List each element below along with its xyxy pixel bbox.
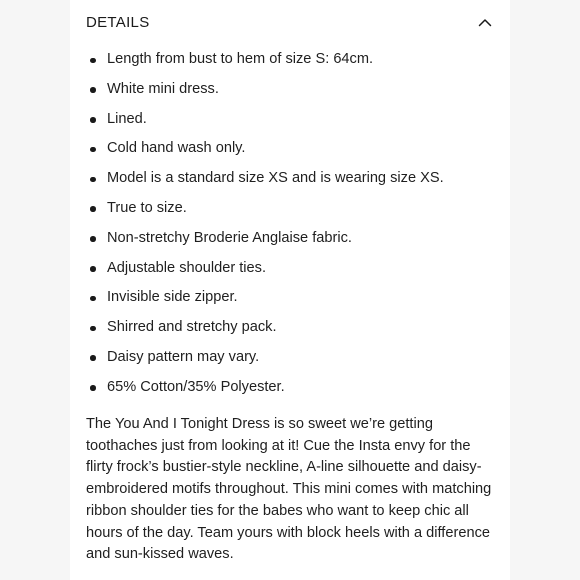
- list-item-text: Invisible side zipper.: [107, 289, 238, 306]
- list-item-text: White mini dress.: [107, 80, 219, 97]
- list-item-text: Lined.: [107, 110, 147, 127]
- list-item: [86, 164, 496, 194]
- list-item: [86, 343, 496, 373]
- bullet-icon: [90, 266, 96, 272]
- list-item: [86, 224, 496, 254]
- bullet-icon: [90, 206, 96, 212]
- list-item-text: Non-stretchy Broderie Anglaise fabric.: [107, 229, 352, 246]
- product-description: The You And I Tonight Dress is so sweet we’re getting toothaches just from looking at it! Cue the Insta envy for the flirty frock’s bustier-style neckline, A-line silhouette and daisy-embroidered motifs throughout. This mini comes with matching ribbon shoulder ties for the babes who want to keep chic all hours of the day. Team yours with block heels with a difference and sun-kissed waves.: [86, 416, 492, 563]
- list-item-text: Adjustable shoulder ties.: [107, 259, 267, 276]
- bullet-icon: [90, 117, 96, 123]
- bullet-icon: [90, 355, 96, 361]
- bullet-icon: [90, 236, 96, 242]
- list-item: [86, 283, 496, 313]
- list-item-text: Cold hand wash only.: [107, 140, 246, 157]
- details-panel: [70, 0, 510, 580]
- details-list: [86, 45, 496, 403]
- list-item: [86, 75, 496, 105]
- list-item-text: True to size.: [107, 199, 187, 216]
- details-title: DETAILS: [86, 13, 150, 31]
- bullet-icon: [90, 147, 96, 153]
- chevron-up-icon[interactable]: [478, 15, 492, 29]
- list-item: [86, 373, 496, 403]
- list-item: [86, 254, 496, 284]
- bullet-icon: [90, 385, 96, 391]
- bullet-icon: [90, 177, 96, 183]
- list-item-text: Shirred and stretchy pack.: [107, 319, 277, 336]
- bullet-icon: [90, 87, 96, 93]
- details-accordion-header[interactable]: [86, 9, 492, 35]
- list-item-text: Daisy pattern may vary.: [107, 348, 260, 365]
- bullet-icon: [90, 326, 96, 332]
- bullet-icon: [90, 58, 96, 64]
- bullet-icon: [90, 296, 96, 302]
- list-item: [86, 45, 496, 75]
- list-item-text: Length from bust to hem of size S: 64cm.: [107, 51, 374, 67]
- list-item-text: 65% Cotton/35% Polyester.: [107, 378, 285, 395]
- list-item: [86, 105, 496, 135]
- list-item-text: Model is a standard size XS and is wearing size XS.: [107, 170, 444, 187]
- list-item: [86, 194, 496, 224]
- list-item: [86, 313, 496, 343]
- list-item: [86, 134, 496, 164]
